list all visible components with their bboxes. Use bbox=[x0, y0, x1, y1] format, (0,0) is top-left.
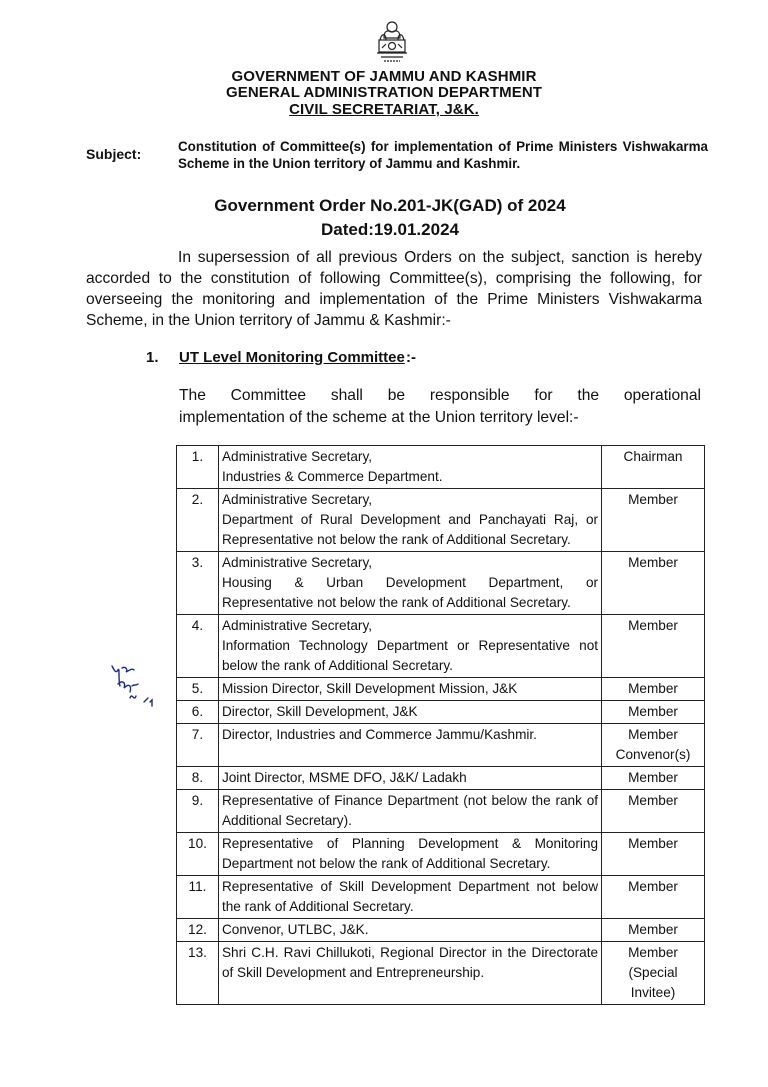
member-role: Member bbox=[602, 552, 705, 615]
member-description bbox=[218, 767, 601, 790]
member-description-line: Representative of Planning Development & Monitoring Department not below the rank of Additional Secretary. bbox=[221, 836, 599, 871]
member-description-line: Director, Skill Development, J&K bbox=[221, 704, 418, 719]
member-description bbox=[218, 615, 601, 678]
member-description bbox=[218, 552, 601, 615]
member-role: Member bbox=[602, 615, 705, 678]
member-description bbox=[218, 942, 601, 1005]
section-intro-word: for bbox=[534, 387, 553, 404]
table-row bbox=[177, 919, 705, 942]
member-description bbox=[218, 489, 601, 552]
member-description-line: Representative of Finance Department (not below the rank of Additional Secretary). bbox=[221, 793, 599, 828]
row-number: 3. bbox=[177, 552, 219, 615]
member-description-line: Information Technology Department or Representative not below the rank of Additional Secretary. bbox=[221, 638, 599, 673]
table-row bbox=[177, 678, 705, 701]
member-description-line: Industries & Commerce Department. bbox=[221, 469, 443, 484]
row-number: 8. bbox=[177, 767, 219, 790]
member-role: Member bbox=[602, 678, 705, 701]
row-number: 2. bbox=[177, 489, 219, 552]
member-description-line: Convenor, UTLBC, J&K. bbox=[221, 922, 369, 937]
committee-table bbox=[176, 445, 705, 1005]
member-description-line: Mission Director, Skill Development Mission, J&K bbox=[221, 681, 518, 696]
member-role: Chairman bbox=[602, 446, 705, 489]
member-description-line: Representative of Skill Development Department not below the rank of Additional Secretary. bbox=[221, 879, 599, 914]
table-row bbox=[177, 446, 705, 489]
subject-text: Constitution of Committee(s) for implementation of Prime Ministers Vishwakarma Scheme in the Union territory of Jammu and Kashmir. bbox=[178, 139, 708, 171]
member-description bbox=[218, 833, 601, 876]
handwritten-signature bbox=[108, 662, 168, 722]
member-role: Member Convenor(s) bbox=[602, 724, 705, 767]
row-number: 7. bbox=[177, 724, 219, 767]
table-row bbox=[177, 767, 705, 790]
section-intro-word: Committee bbox=[230, 387, 307, 404]
row-number: 12. bbox=[177, 919, 219, 942]
header-government: GOVERNMENT OF JAMMU AND KASHMIR bbox=[231, 68, 537, 85]
table-row bbox=[177, 615, 705, 678]
member-description-line: Joint Director, MSME DFO, J&K/ Ladakh bbox=[221, 770, 467, 785]
row-number: 9. bbox=[177, 790, 219, 833]
member-description-line: Administrative Secretary, bbox=[221, 555, 373, 570]
row-number: 10. bbox=[177, 833, 219, 876]
member-description bbox=[218, 876, 601, 919]
table-row bbox=[177, 489, 705, 552]
section-intro-line1 bbox=[179, 385, 701, 407]
member-role: Member bbox=[602, 833, 705, 876]
row-number: 11. bbox=[177, 876, 219, 919]
header-secretariat: CIVIL SECRETARIAT, J&K. bbox=[289, 101, 479, 118]
member-description-line: Administrative Secretary, bbox=[221, 492, 373, 507]
section-intro-word: responsible bbox=[429, 387, 510, 404]
table-row bbox=[177, 552, 705, 615]
row-number: 1. bbox=[177, 446, 219, 489]
member-description-line: Administrative Secretary, bbox=[221, 618, 373, 633]
member-role: Member bbox=[602, 489, 705, 552]
table-row bbox=[177, 724, 705, 767]
member-role: Member bbox=[602, 919, 705, 942]
state-emblem-icon bbox=[372, 18, 412, 66]
member-description-line: Department of Rural Development and Panchayati Raj, or Representative not below the rank of Additional Secretary. bbox=[221, 512, 599, 547]
order-date: Dated:19.01.2024 bbox=[321, 220, 459, 239]
row-number: 5. bbox=[177, 678, 219, 701]
member-description bbox=[218, 446, 601, 489]
section-title-suffix: :- bbox=[406, 349, 416, 366]
section-title: UT Level Monitoring Committee bbox=[179, 349, 405, 366]
section-intro-word: The bbox=[179, 387, 206, 404]
table-row bbox=[177, 790, 705, 833]
table-row bbox=[177, 942, 705, 1005]
row-number: 4. bbox=[177, 615, 219, 678]
section-intro bbox=[179, 385, 701, 429]
table-row bbox=[177, 833, 705, 876]
member-description-line: Shri C.H. Ravi Chillukoti, Regional Director in the Directorate of Skill Development and Entrepreneurship. bbox=[221, 945, 599, 980]
member-description bbox=[218, 790, 601, 833]
member-description-line: Housing & Urban Development Department, or Representative not below the rank of Additional Secretary. bbox=[221, 575, 599, 610]
member-role: Member bbox=[602, 767, 705, 790]
member-role: Member bbox=[602, 876, 705, 919]
table-row bbox=[177, 876, 705, 919]
order-number: Government Order No.201-JK(GAD) of 2024 bbox=[214, 196, 566, 215]
row-number: 13. bbox=[177, 942, 219, 1005]
member-role: Member (Special Invitee) bbox=[602, 942, 705, 1005]
member-role: Member bbox=[602, 701, 705, 724]
section-intro-word: shall bbox=[330, 387, 363, 404]
member-description bbox=[218, 701, 601, 724]
section-intro-word: be bbox=[387, 387, 406, 404]
section-intro-word: the bbox=[577, 387, 600, 404]
header-department: GENERAL ADMINISTRATION DEPARTMENT bbox=[225, 84, 543, 101]
member-description bbox=[218, 919, 601, 942]
table-row bbox=[177, 701, 705, 724]
section-intro-word: operational bbox=[623, 387, 701, 404]
subject-label: Subject: bbox=[86, 146, 142, 162]
member-description-line: Director, Industries and Commerce Jammu/Kashmir. bbox=[221, 727, 537, 742]
member-role: Member bbox=[602, 790, 705, 833]
section-number: 1. bbox=[146, 349, 159, 366]
member-description-line: Administrative Secretary, bbox=[221, 449, 373, 464]
member-description bbox=[218, 678, 601, 701]
member-description bbox=[218, 724, 601, 767]
intro-paragraph: In supersession of all previous Orders on the subject, sanction is hereby accorded to the constitution of following Committee(s), comprising the following, for overseeing the monitoring and implementation of the Prime Ministers Vishwakarma Scheme, in the Union territory of Jammu & Kashmir:- bbox=[86, 249, 702, 329]
section-intro-line2: implementation of the scheme at the Union territory level:- bbox=[179, 409, 579, 426]
row-number: 6. bbox=[177, 701, 219, 724]
